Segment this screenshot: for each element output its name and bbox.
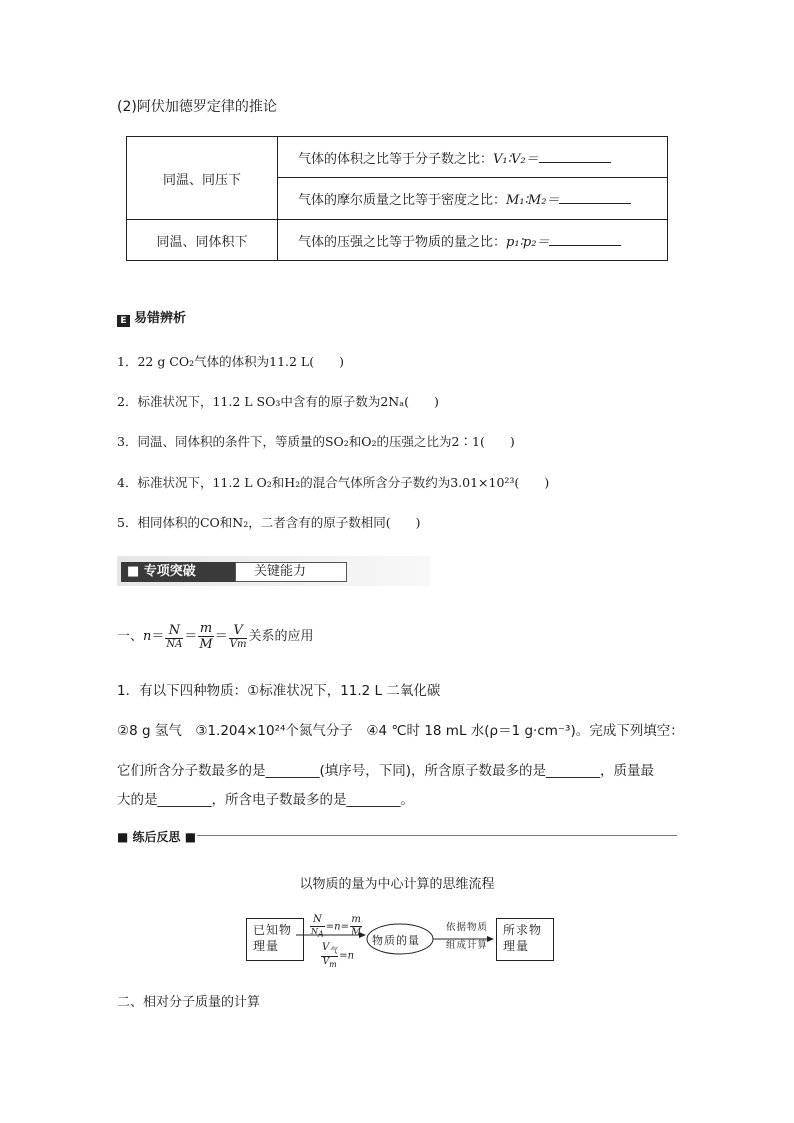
errors-title: 易错辨析 xyxy=(134,311,187,326)
rule-volume-ratio xyxy=(278,137,668,178)
heading-suffix: 关系的应用 xyxy=(248,629,314,644)
fraction-V-Vm: $\frac{V}{Vm}$ xyxy=(229,622,247,650)
badge-icon: E xyxy=(117,315,130,327)
section-title: (2)阿伏加德罗定律的推论 xyxy=(117,99,277,115)
section-banner xyxy=(117,556,430,586)
rule-formula: p₁∶p₂＝ xyxy=(506,234,550,250)
rule-text: 气体的压强之比等于物质的量之比： xyxy=(298,234,507,250)
rule-formula: V₁∶V₂＝ xyxy=(493,151,539,167)
question-1-line-1: 1．有以下四种物质：①标准状况下，11.2 L 二氧化碳 xyxy=(117,683,441,699)
error-item-2: 2．标准状况下，11.2 L SO₃中含有的原子数为2Nₐ( ) xyxy=(117,394,439,409)
error-item-5: 5．相同体积的CO和N₂，二者含有的原子数相同( ) xyxy=(117,515,421,530)
center-label: 物质的量 xyxy=(372,934,420,947)
question-1-line-2: ②8 g 氢气 ③1.204×10²⁴个氮气分子 ④4 ℃时 18 mL 水(ρ＝1 g·cm⁻³)。完成下列填空： xyxy=(117,723,684,739)
rule-molar-mass-ratio xyxy=(278,178,668,220)
error-item-4: 4．标准状况下，11.2 L O₂和H₂的混合气体所含分子数约为3.01×10²³( ) xyxy=(117,475,550,490)
error-item-3: 3．同温、同体积的条件下，等质量的SO₂和O₂的压强之比为2∶1( ) xyxy=(117,434,515,449)
part1-heading: 一、n＝ $\frac{N}{NA}$ ＝ $\frac{m}{M}$ ＝ $\frac{V}{Vm}$ 关系的应用 xyxy=(117,621,314,652)
answer-blank[interactable] xyxy=(559,191,631,204)
arrow-annotation: 依据物质 组成计算 xyxy=(446,922,489,951)
divider-line xyxy=(197,835,677,836)
answer-blank[interactable] xyxy=(539,150,611,163)
fraction-N-NA: $\frac{N}{NA}$ xyxy=(166,622,183,650)
box-known-quantity: 已知物 理量 xyxy=(246,918,304,961)
rule-text: 气体的摩尔质量之比等于密度之比： xyxy=(298,193,507,208)
formula-top: $\frac{N}{N_A}$ =n= $\frac{m}{M}$ xyxy=(311,914,362,939)
answer-blank[interactable] xyxy=(549,233,621,246)
question-1-line-4: 大的是________，所含电子数最多的是________。 xyxy=(117,792,414,808)
box-target-quantity: 所求物 理量 xyxy=(496,918,554,961)
rule-pressure-ratio xyxy=(278,220,668,261)
rule-text: 气体的体积之比等于分子数之比： xyxy=(298,151,494,167)
errors-heading xyxy=(117,307,186,327)
fraction-m-M: $\frac{m}{M}$ xyxy=(199,621,213,652)
banner-main: ■ 专项突破 xyxy=(121,562,241,582)
flow-title: 以物质的量为中心计算的思维流程 xyxy=(299,877,495,892)
banner-sub: 关键能力 xyxy=(235,562,347,582)
error-item-1: 1．22 g CO₂气体的体积为11.2 L( ) xyxy=(117,354,344,369)
reflect-label: ■ 练后反思 ■ xyxy=(117,830,197,844)
heading-prefix: 一、 xyxy=(117,629,144,644)
formula-bottom: $\frac{V_气}{V_m}$ =n xyxy=(322,942,355,969)
question-1-line-3: 它们所含分子数最多的是________(填序号，下同)，所含原子数最多的是________，质量最 xyxy=(117,763,655,779)
part2-heading: 二、相对分子质量的计算 xyxy=(117,995,261,1010)
inference-table xyxy=(126,136,668,261)
condition-same-pressure: 同温、同压下 xyxy=(127,137,278,220)
var-n: n xyxy=(143,629,152,644)
condition-same-volume: 同温、同体积下 xyxy=(127,220,278,261)
rule-formula: M₁∶M₂＝ xyxy=(506,193,560,208)
